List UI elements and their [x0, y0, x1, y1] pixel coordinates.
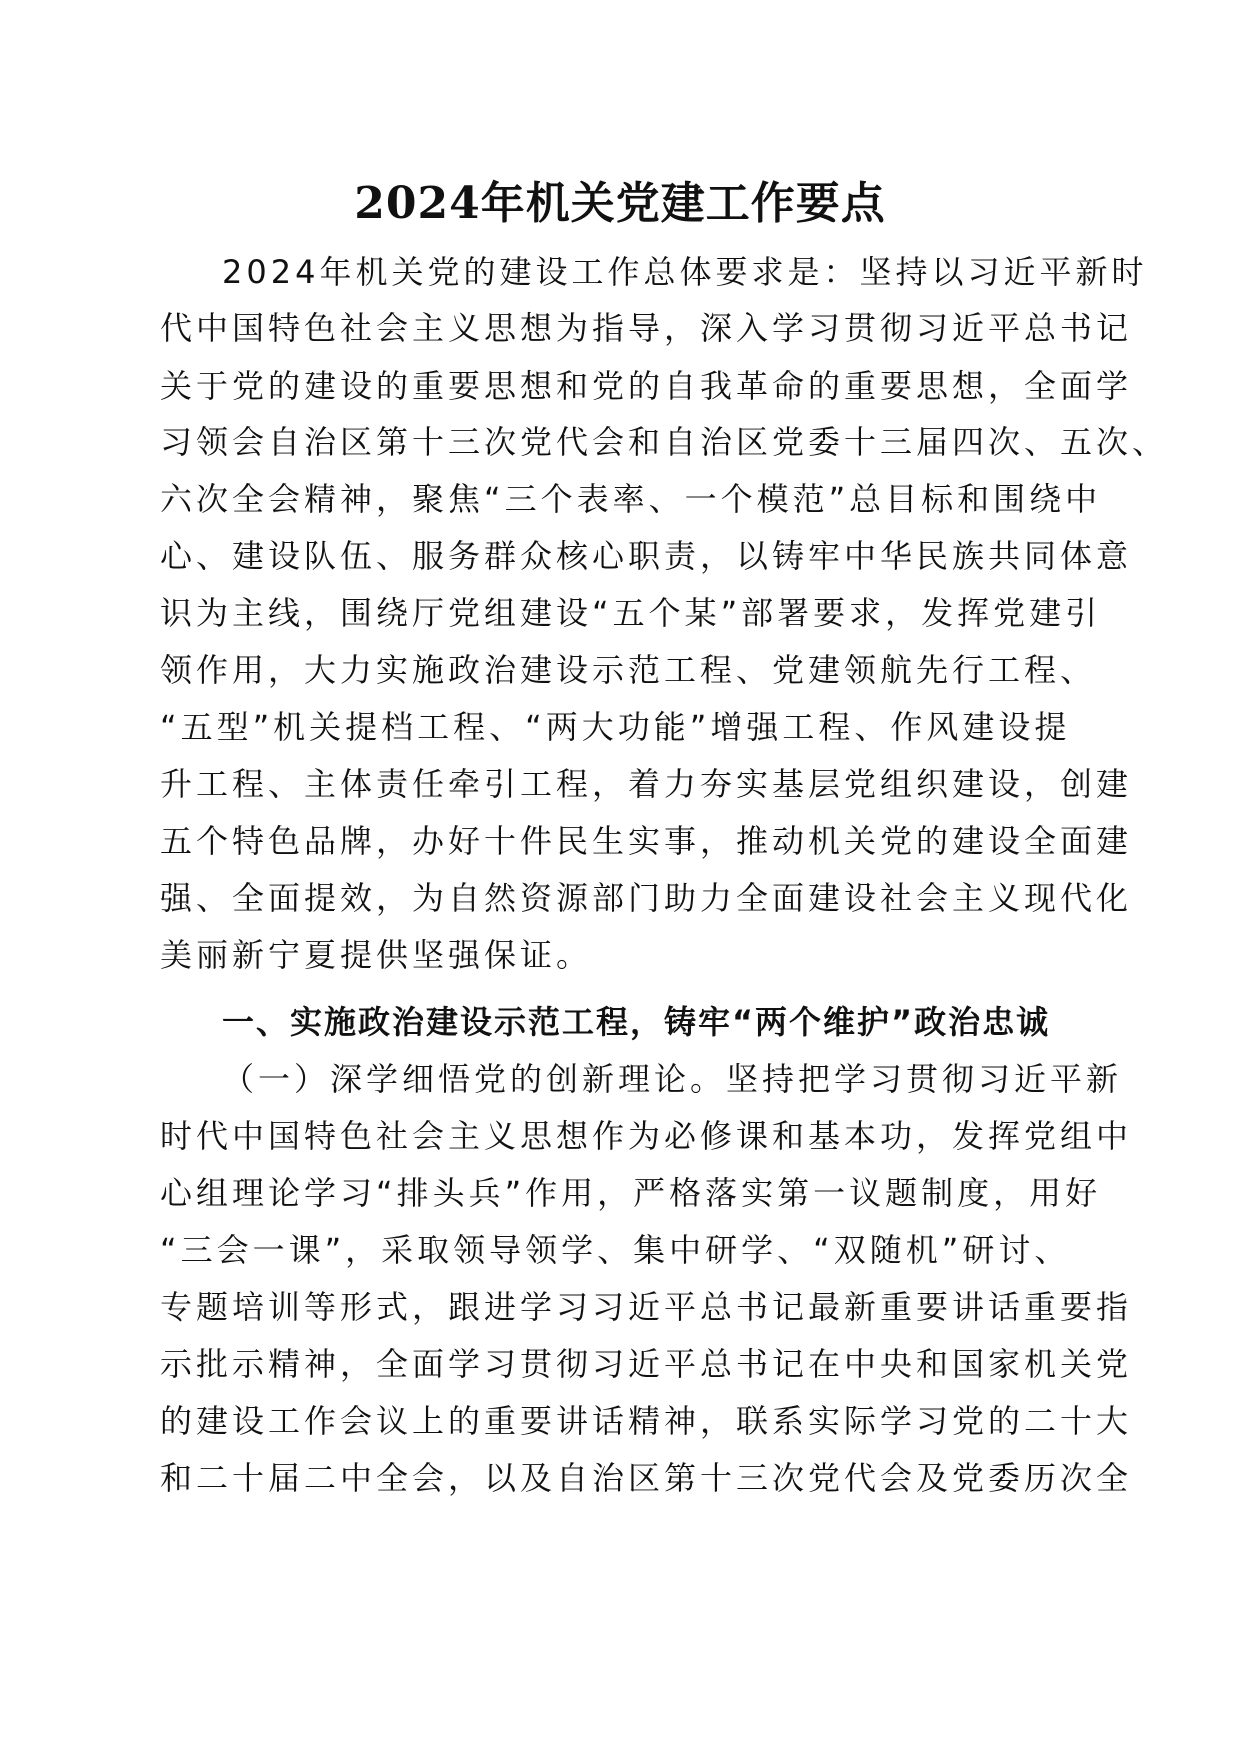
body-line: 代中国特色社会主义思想为指导，深入学习贯彻习近平总书记 [160, 309, 1133, 347]
body-line: 六次全会精神，聚焦“三个表率、一个模范”总目标和围绕中 [160, 480, 1102, 518]
subsection-line: （一）深学细悟党的创新理论。坚持把学习贯彻习近平新 [222, 1060, 1123, 1098]
body-line: 美丽新宁夏提供坚强保证。 [160, 936, 593, 974]
section-heading: 一、实施政治建设示范工程，铸牢“两个维护”政治忠诚 [222, 1003, 1051, 1041]
body-line: “五型”机关提档工程、“两大功能”增强工程、作风建设提 [160, 708, 1071, 746]
body-line: 领作用，大力实施政治建设示范工程、党建领航先行工程、 [160, 651, 1097, 689]
body-line: 关于党的建设的重要思想和党的自我革命的重要思想，全面学 [160, 367, 1133, 405]
body-line: 时代中国特色社会主义思想作为必修课和基本功，发挥党组中 [160, 1117, 1133, 1155]
document-title: 2024年机关党建工作要点 [354, 178, 886, 229]
body-line: “三会一课”，采取领导领学、集中研学、“双随机”研讨、 [160, 1231, 1071, 1269]
body-line: 2024年机关党的建设工作总体要求是：坚持以习近平新时 [222, 253, 1148, 291]
body-line: 示批示精神，全面学习贯彻习近平总书记在中央和国家机关党 [160, 1345, 1133, 1383]
body-line: 心组理论学习“排头兵”作用，严格落实第一议题制度，用好 [160, 1174, 1102, 1212]
body-line: 习领会自治区第十三次党代会和自治区党委十三届四次、五次、 [160, 423, 1169, 461]
body-line: 强、全面提效，为自然资源部门助力全面建设社会主义现代化 [160, 879, 1133, 917]
body-line: 五个特色品牌，办好十件民生实事，推动机关党的建设全面建 [160, 822, 1133, 860]
body-line: 和二十届二中全会，以及自治区第十三次党代会及党委历次全 [160, 1459, 1133, 1497]
body-line: 专题培训等形式，跟进学习习近平总书记最新重要讲话重要指 [160, 1288, 1133, 1326]
body-line: 的建设工作会议上的重要讲话精神，联系实际学习党的二十大 [160, 1402, 1133, 1440]
body-line: 识为主线，围绕厅党组建设“五个某”部署要求，发挥党建引 [160, 594, 1102, 632]
body-line: 心、建设队伍、服务群众核心职责，以铸牢中华民族共同体意 [160, 537, 1133, 575]
body-line: 升工程、主体责任牵引工程，着力夯实基层党组织建设，创建 [160, 765, 1133, 803]
